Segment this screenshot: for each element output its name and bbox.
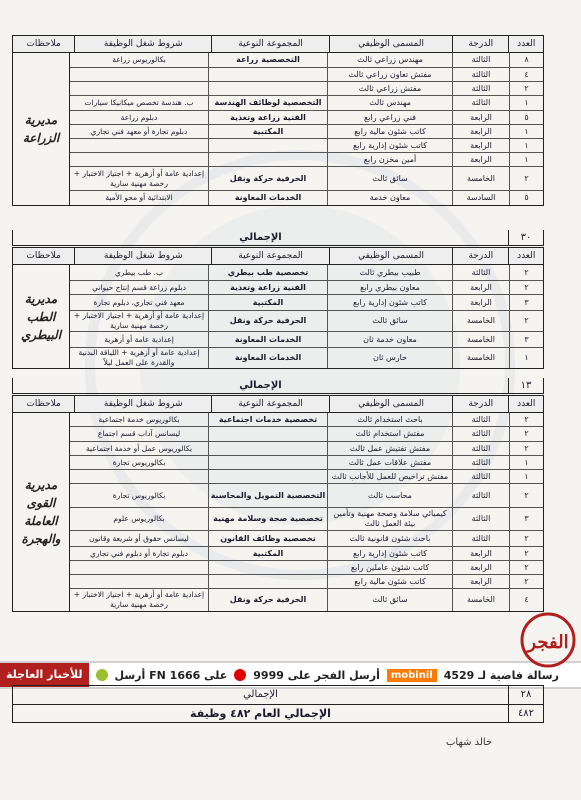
group-cell: [208, 561, 327, 574]
table-row: [70, 508, 543, 531]
table-row: [70, 470, 543, 484]
count-cell: ٣: [509, 332, 543, 347]
section-total: الإجمالي ٣٠: [12, 230, 544, 246]
directorate-label: مديرية الطب البيطري: [20, 291, 62, 342]
header-notes: ملاحظات: [26, 399, 61, 409]
grand-total-label: الإجمالي العام ٤٨٢ وظيفة: [190, 707, 331, 720]
group-cell: الخدمات المعاونة: [208, 348, 327, 368]
table-row: [70, 82, 543, 96]
group-cell: [208, 82, 327, 95]
group-cell: [208, 442, 327, 455]
subtotal-number: ٢٨: [508, 686, 543, 704]
count-cell: ٢: [509, 413, 543, 426]
grade-cell: الخامسة: [452, 332, 509, 347]
title-cell: كاتب شئون إدارية رابع: [327, 139, 452, 152]
grade-cell: الثالثة: [452, 456, 509, 469]
conditions-cell: [70, 153, 208, 166]
table-row: [70, 139, 543, 153]
grade-cell: الخامسة: [452, 589, 509, 611]
grade-cell: الخامسة: [452, 167, 509, 190]
table-row: [70, 265, 543, 281]
table-row: [70, 332, 543, 348]
group-cell: [208, 470, 327, 483]
grade-cell: الثالثة: [452, 413, 509, 426]
conditions-cell: دبلوم تجارة أو معهد فني تجاري: [90, 126, 188, 136]
conditions-cell: بكالوريوس تجارة: [112, 490, 166, 500]
grade-cell: السادسة: [452, 191, 509, 205]
table-row: [70, 531, 543, 547]
count-cell: ١: [509, 125, 543, 138]
header-count: العدد: [508, 248, 543, 264]
header-conditions: شروط شغل الوظيفة: [74, 248, 211, 264]
grade-cell: الرابعة: [452, 575, 509, 588]
title-cell: سائق ثالث: [327, 589, 452, 611]
grade-cell: الثالثة: [452, 427, 509, 441]
ticker-item: أرسل الفجر على 9999: [253, 668, 380, 682]
directorate-label: مديرية الزراعة: [22, 113, 60, 145]
grade-cell: الرابعة: [452, 547, 509, 560]
title-cell: كاتب شئون مالية رابع: [327, 125, 452, 138]
table-row: [70, 153, 543, 167]
header-notes: ملاحظات: [26, 251, 61, 261]
conditions-cell: بكالوريوس عمل أو خدمة اجتماعية: [85, 443, 193, 453]
count-cell: ٣: [509, 508, 543, 530]
header-title: المسمى الوظيفي: [329, 36, 452, 52]
table-row: [70, 348, 543, 368]
count-cell: ٢: [509, 442, 543, 455]
group-cell: المكتبية: [208, 547, 327, 560]
table-header: [13, 396, 543, 413]
conditions-cell: [70, 561, 208, 574]
group-cell: التخصصية التمويل والمحاسبة: [208, 484, 327, 507]
grade-cell: الرابعة: [452, 561, 509, 574]
group-cell: تخصصية صحة وسلامة مهنية: [208, 508, 327, 530]
conditions-cell: الابتدائية أو محو الأمية: [105, 193, 173, 202]
group-cell: التخصصية زراعة: [208, 53, 327, 67]
group-cell: [208, 456, 327, 469]
count-cell: ١: [509, 139, 543, 152]
group-cell: المكتبية: [208, 295, 327, 310]
table-row: [70, 167, 543, 191]
title-cell: سائق ثالث: [327, 167, 452, 190]
header-title: المسمى الوظيفي: [329, 396, 452, 412]
signature: خالد شهاب: [446, 737, 493, 748]
table-row: [70, 547, 543, 561]
count-cell: ٢: [509, 427, 543, 441]
rows: [69, 413, 543, 611]
group-cell: الفنية زراعة وتغذية: [208, 281, 327, 294]
conditions-cell: [70, 470, 208, 483]
group-cell: المكتبية: [208, 125, 327, 138]
group-cell: الفنية زراعة وتغذية: [208, 111, 327, 124]
subtotal-label: الإجمالي: [243, 689, 278, 700]
rows: [69, 53, 543, 205]
count-cell: ٢: [509, 531, 543, 546]
header-group: المجموعة النوعية: [211, 36, 328, 52]
title-cell: مفتش علاقات عمل ثالث: [327, 456, 452, 469]
table-row: [70, 589, 543, 611]
group-cell: [208, 153, 327, 166]
etisalat-icon: [96, 669, 108, 681]
count-cell: ٣: [509, 295, 543, 310]
group-cell: تخصصية طب بيطري: [208, 265, 327, 280]
title-cell: كاتب شئون إدارية رابع: [327, 295, 452, 310]
conditions-cell: إعدادية عامة أو أزهرية + اجتياز الاختبار + رخصة مهنية سارية: [73, 311, 205, 330]
conditions-cell: إعدادية عامة أو أزهرية: [104, 334, 174, 344]
directorate-label: مديرية القوى العاملة والهجرة: [21, 478, 61, 546]
count-cell: ٥: [509, 191, 543, 205]
title-cell: فني زراعي رابع: [327, 111, 452, 124]
grade-cell: الرابعة: [452, 153, 509, 166]
title-cell: حارس ثان: [327, 348, 452, 368]
table-row: [70, 96, 543, 111]
header-group: المجموعة النوعية: [211, 248, 328, 264]
title-cell: مفتش استخدام ثالث: [327, 427, 452, 441]
conditions-cell: إعدادية عامة أو أزهرية + اللياقة البدنية والقدرة على العمل ليلاً: [78, 348, 200, 367]
group-cell: الحرفية حركة ونقل: [208, 589, 327, 611]
table-row: [70, 413, 543, 427]
conditions-cell: إعدادية عامة أو أزهرية + اجتياز الاختبار + رخصة مهنية سارية: [73, 590, 205, 609]
section-agriculture: [12, 35, 544, 206]
conditions-cell: دبلوم زراعة: [120, 112, 158, 122]
grade-cell: الثالثة: [452, 470, 509, 483]
grade-cell: الرابعة: [452, 295, 509, 310]
table-row: [70, 484, 543, 508]
title-cell: مفتش تراخيص للعمل للأجانب ثالث: [327, 470, 452, 483]
table-row: [70, 456, 543, 470]
group-cell: [208, 139, 327, 152]
title-cell: محاسب ثالث: [327, 484, 452, 507]
group-cell: [208, 575, 327, 588]
grade-cell: الثالثة: [452, 96, 509, 110]
conditions-cell: [70, 68, 208, 81]
title-cell: كاتب شئون إدارية رابع: [327, 547, 452, 560]
conditions-cell: بكالوريوس علوم: [113, 514, 165, 523]
title-cell: مفتش تفتيش عمل ثالث: [327, 442, 452, 455]
conditions-cell: [70, 82, 208, 95]
table-row: [70, 191, 543, 205]
grade-cell: الثالثة: [452, 484, 509, 507]
conditions-cell: بكالوريوس خدمة اجتماعية: [98, 414, 180, 424]
header-notes: ملاحظات: [26, 39, 61, 49]
conditions-cell: بكالوريوس زراعة: [112, 55, 166, 64]
count-cell: ٢: [509, 82, 543, 95]
grand-total-number: ٤٨٢: [508, 705, 543, 723]
count-cell: ٢: [509, 311, 543, 331]
conditions-cell: دبلوم زراعة قسم إنتاج حيواني: [92, 282, 186, 292]
header-grade: الدرجة: [452, 396, 508, 412]
conditions-cell: معهد فني تجاري، دبلوم تجارة: [93, 297, 185, 307]
header-grade: الدرجة: [452, 248, 508, 264]
conditions-cell: [70, 575, 208, 588]
table-row: [70, 125, 543, 139]
title-cell: سائق ثالث: [327, 311, 452, 331]
title-cell: مهندس ثالث: [327, 96, 452, 110]
table-row: [70, 311, 543, 332]
group-cell: الحرفية حركة ونقل: [208, 167, 327, 190]
section-veterinary: [12, 247, 544, 369]
count-cell: ٢: [509, 167, 543, 190]
ticker-label: للأخبار العاجلة: [0, 663, 89, 687]
conditions-cell: ليسانس حقوق أو شريعة وقانون: [89, 533, 189, 543]
grade-cell: الثالثة: [452, 508, 509, 530]
conditions-cell: ليسانس آداب قسم اجتماع: [97, 429, 181, 438]
count-cell: ١: [509, 470, 543, 483]
logo-text: الفجر: [527, 632, 569, 653]
table-row: [70, 111, 543, 125]
table-header: [13, 36, 543, 53]
group-cell: الحرفية حركة ونقل: [208, 311, 327, 331]
count-cell: ١: [509, 456, 543, 469]
group-cell: التخصصية لوظائف الهندسة: [208, 96, 327, 110]
grade-cell: الثالثة: [452, 531, 509, 546]
title-cell: مفتش زراعي ثالث: [327, 82, 452, 95]
alfagr-logo[interactable]: [518, 610, 578, 674]
header-count: العدد: [508, 36, 543, 52]
grand-total: [12, 685, 544, 723]
title-cell: أمين مخزن رابع: [327, 153, 452, 166]
vodafone-icon: [234, 669, 246, 681]
title-cell: مفتش تعاون زراعي ثالث: [327, 68, 452, 81]
group-cell: تخصصية وظائف القانون: [208, 531, 327, 546]
count-cell: ٢: [509, 265, 543, 280]
table-row: [70, 561, 543, 575]
table-row: [70, 427, 543, 442]
grade-cell: الثالثة: [452, 53, 509, 67]
grade-cell: الثالثة: [452, 265, 509, 280]
conditions-cell: إعدادية عامة أو أزهرية + اجتياز الاختبار + رخصة مهنية سارية: [73, 168, 205, 188]
title-cell: كاتب شئون مالية رابع: [327, 575, 452, 588]
rows: [69, 265, 543, 368]
title-cell: باحث استخدام ثالث: [327, 413, 452, 426]
count-cell: ٢: [509, 281, 543, 294]
grade-cell: الخامسة: [452, 311, 509, 331]
count-cell: ٤: [509, 68, 543, 81]
count-cell: ١: [509, 348, 543, 368]
table-row: [70, 68, 543, 82]
title-cell: معاون بيطري رابع: [327, 281, 452, 294]
count-cell: ٢: [509, 547, 543, 560]
grade-cell: الخامسة: [452, 348, 509, 368]
ticker-item: أرسل FN على 1666: [114, 668, 228, 682]
title-cell: معاون خدمة ثان: [327, 332, 452, 347]
count-cell: ٢: [509, 575, 543, 588]
group-cell: الخدمات المعاونة: [208, 332, 327, 347]
conditions-cell: دبلوم تجارة أو دبلوم فني تجاري: [89, 548, 189, 558]
count-cell: ٤: [509, 589, 543, 611]
group-cell: تخصصية خدمات اجتماعية: [208, 413, 327, 426]
conditions-cell: بكالوريوس تجارة: [112, 457, 166, 467]
mobinil-badge: mobinil: [387, 669, 437, 682]
title-cell: طبيب بيطري ثالث: [327, 265, 452, 280]
header-conditions: شروط شغل الوظيفة: [74, 36, 211, 52]
header-title: المسمى الوظيفي: [329, 248, 452, 264]
conditions-cell: ب. هندسة تخصص ميكانيكا سيارات: [84, 98, 194, 107]
group-cell: [208, 68, 327, 81]
table-row: [70, 53, 543, 68]
table-row: [70, 442, 543, 456]
grade-cell: الثالثة: [452, 82, 509, 95]
table-header: [13, 248, 543, 265]
group-cell: [208, 427, 327, 441]
title-cell: معاون خدمة: [327, 191, 452, 205]
ticker-item: رسالة فاضية لـ 4529: [443, 668, 559, 682]
section-manpower: [12, 395, 544, 612]
grade-cell: الرابعة: [452, 281, 509, 294]
section-total: الإجمالي ١٣: [12, 378, 544, 394]
count-cell: ٢: [509, 561, 543, 574]
count-cell: ٥: [509, 111, 543, 124]
title-cell: مهندس زراعي ثالث: [327, 53, 452, 67]
grade-cell: الرابعة: [452, 125, 509, 138]
conditions-cell: ب. طب بيطري: [114, 267, 164, 277]
grade-cell: الثالثة: [452, 68, 509, 81]
grade-cell: الرابعة: [452, 139, 509, 152]
count-cell: ٨: [509, 53, 543, 67]
title-cell: باحث شئون قانونية ثالث: [327, 531, 452, 546]
table-row: [70, 575, 543, 589]
header-conditions: شروط شغل الوظيفة: [74, 396, 211, 412]
table-row: [70, 281, 543, 295]
grade-cell: الرابعة: [452, 111, 509, 124]
count-cell: ١: [509, 153, 543, 166]
header-grade: الدرجة: [452, 36, 508, 52]
header-count: العدد: [508, 396, 543, 412]
count-cell: ٢: [509, 484, 543, 507]
grade-cell: الثالثة: [452, 442, 509, 455]
table-row: [70, 295, 543, 311]
conditions-cell: [70, 139, 208, 152]
title-cell: كيميائي سلامة وصحة مهنية وتأمين بيئة العمل ثالث: [327, 508, 452, 530]
count-cell: ١: [509, 96, 543, 110]
title-cell: كاتب شئون عاملين رابع: [327, 561, 452, 574]
header-group: المجموعة النوعية: [211, 396, 328, 412]
group-cell: الخدمات المعاونة: [208, 191, 327, 205]
